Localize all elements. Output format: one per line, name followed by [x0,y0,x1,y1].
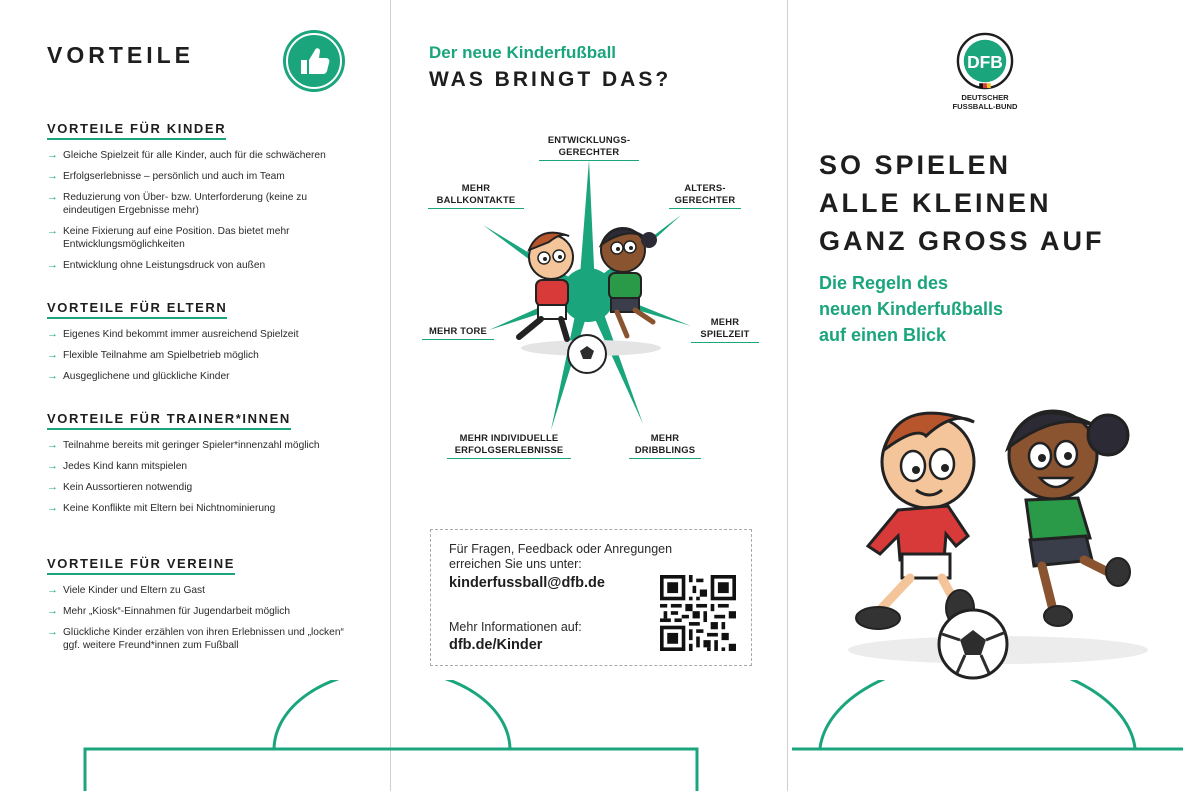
website-link[interactable]: dfb.de/Kinder [449,637,543,653]
contact-intro-2: erreichen Sie uns unter: [449,557,582,571]
list-item: → Teilnahme bereits mit geringer Spieler*innenzahl möglich [47,439,320,451]
cover-panel [788,0,1183,791]
section-vereine [47,555,347,660]
benefit-altersgerechter: ALTERS- GERECHTER [669,182,741,209]
thumbs-up-icon [283,30,345,92]
arrow-right-icon: → [47,349,58,361]
svg-text:DFB: DFB [967,51,1003,72]
section-title: VORTEILE FÜR ELTERN [47,300,227,319]
list-item: → Keine Fixierung auf eine Position. Das bietet mehr Entwicklungsmöglichkeiten [47,225,290,250]
panel-title: VORTEILE [47,42,195,68]
arrow-right-icon: → [47,170,58,182]
benefit-ballkontakte: MEHR BALLKONTAKTE [428,182,524,209]
arrow-right-icon: → [47,225,58,237]
list-item: → Flexible Teilnahme am Spielbetrieb möglich [47,349,259,361]
arrow-right-icon: → [47,370,58,382]
benefit-erfolgserlebnisse: MEHR INDIVIDUELLE ERFOLGSERLEBNISSE [447,432,571,459]
cover-title: SO SPIELEN ALLE KLEINEN GANZ GROSS AUF [819,150,1105,256]
list-item: → Mehr „Kiosk“-Einnahmen für Jugendarbeit möglich [47,605,291,617]
arrow-right-icon: → [47,191,58,203]
panel-title: WAS BRINGT DAS? [429,68,672,91]
benefit-star-graphic [391,120,787,470]
arrow-right-icon: → [47,460,58,472]
qr-code-icon[interactable] [660,575,736,651]
list-item: → Jedes Kind kann mitspielen [47,460,188,472]
section-title: VORTEILE FÜR VEREINE [47,556,235,575]
list-item: → Gleiche Spielzeit für alle Kinder, auch für die schwächeren [47,149,326,161]
dfb-logo-icon [956,32,1014,90]
arrow-right-icon: → [47,149,58,161]
arrow-right-icon: → [47,259,58,271]
benefits-panel [0,0,390,791]
contact-email-link[interactable]: kinderfussball@dfb.de [449,575,605,591]
arrow-right-icon: → [47,605,58,617]
list-item: → Keine Konflikte mit Eltern bei Nichtnominierung [47,502,276,514]
what-it-brings-panel [391,0,787,791]
benefit-entwicklungsgerechter: ENTWICKLUNGS- GERECHTER [539,134,639,161]
list-item: → Ausgeglichene und glückliche Kinder [47,370,230,382]
arrow-right-icon: → [47,626,58,638]
section-title: VORTEILE FÜR KINDER [47,121,226,140]
section-kinder [47,120,347,280]
list-item: → Viele Kinder und Eltern zu Gast [47,584,205,596]
dfb-logo-text: DEUTSCHER FUSSBALL-BUND [952,93,1018,111]
benefit-dribblings: MEHR DRIBBLINGS [629,432,701,459]
arrow-right-icon: → [47,439,58,451]
benefit-spielzeit: MEHR SPIELZEIT [691,316,759,343]
list-item: → Kein Aussortieren notwendig [47,481,193,493]
section-eltern [47,299,347,391]
arrow-right-icon: → [47,481,58,493]
list-item: → Entwicklung ohne Leistungsdruck von außen [47,259,266,271]
list-item: → Erfolgserlebnisse – persönlich und auch im Team [47,170,285,182]
kicker: Der neue Kinderfußball [429,43,617,62]
arrow-right-icon: → [47,502,58,514]
more-info-label: Mehr Informationen auf: [449,620,582,634]
arrow-right-icon: → [47,328,58,340]
section-trainer [47,410,347,523]
list-item: → Glückliche Kinder erzählen von ihren Erlebnissen und „locken“ ggf. weitere Freund*innen zum Fußball [47,626,344,651]
arrow-right-icon: → [47,584,58,596]
kids-playing-illustration [818,390,1158,690]
benefit-mehr-tore: MEHR TORE [422,325,494,340]
cover-subtitle: Die Regeln des neuen Kinderfußballs auf einen Blick [819,273,1004,345]
section-title: VORTEILE FÜR TRAINER*INNEN [47,411,291,430]
contact-intro-1: Für Fragen, Feedback oder Anregungen [449,542,673,556]
list-item: → Reduzierung von Über- bzw. Unterforderung (keine zu eindeutigen Ergebnisse mehr) [47,191,308,216]
list-item: → Eigenes Kind bekommt immer ausreichend Spielzeit [47,328,299,340]
contact-box [430,529,752,666]
